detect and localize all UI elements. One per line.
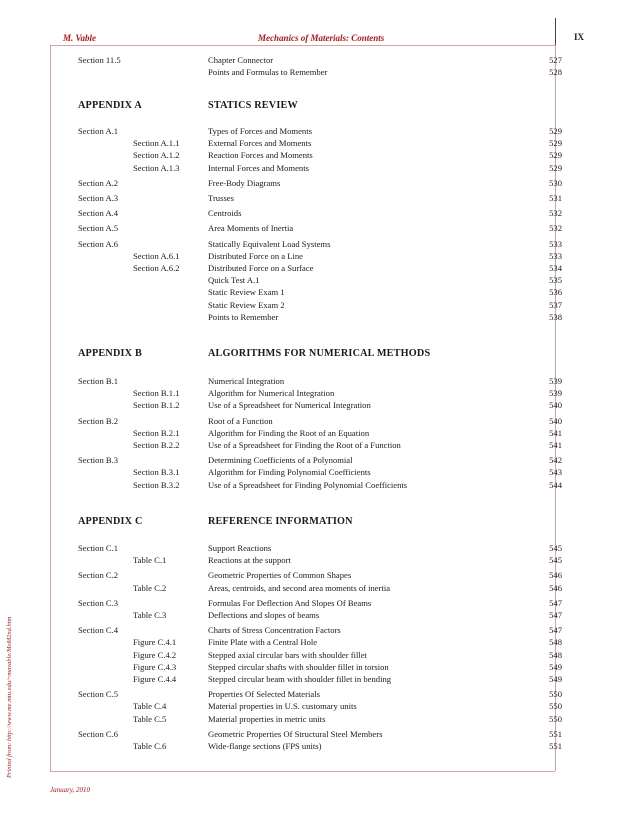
subsection-number: Section A.1.2 [133,150,180,161]
entry-title: Points to Remember [208,311,279,322]
section-number: Section A.3 [78,193,119,203]
entry-page: 529 [549,150,562,161]
section-number: Section A.4 [78,208,119,219]
toc-row [0,163,638,174]
section-number: Section C.5 [78,689,119,700]
entry-title: Centroids [208,208,242,219]
subsection-number: Section A.1.1 [133,138,180,149]
subsection-number: Section B.1.2 [133,400,180,411]
toc-row [0,455,638,466]
entry-title: Points and Formulas to Remember [208,67,328,78]
entry-title: Reaction Forces and Moments [208,150,313,161]
entry-title: Determining Coefficients of a Polynomial [208,455,353,466]
subsection-number: Table C.2 [133,582,167,593]
entry-title: Algorithm for Finding the Root of an Equation [208,427,370,438]
entry-title: Distributed Force on a Surface [208,263,314,273]
appendix-title: ALGORITHMS FOR NUMERICAL METHODS [208,348,431,359]
section-number: Section C.3 [78,597,119,608]
entry-title: Geometric Properties of Common Shapes [208,570,352,581]
entry-page: 528 [549,67,562,78]
entry-page: 539 [549,376,562,386]
entry-page: 541 [549,440,562,450]
toc-row [0,729,638,740]
section-number: Section C.2 [78,570,119,581]
subsection-number: Figure C.4.4 [133,674,177,684]
appendix-title: REFERENCE INFORMATION [208,516,353,527]
subsection-number: Section B.1.1 [133,388,180,399]
entry-title: Trusses [208,193,234,203]
entry-page: 547 [549,625,562,636]
toc-row [0,467,638,478]
section-number: Section A.1 [78,126,119,136]
subsection-number: Figure C.4.3 [133,661,177,672]
entry-title: Geometric Properties Of Structural Steel Members [208,728,383,739]
entry-title: Properties Of Selected Materials [208,689,320,700]
entry-title: Numerical Integration [208,376,285,386]
entry-page: 550 [549,701,562,712]
entry-title: Material properties in U.S. customary units [208,701,357,712]
entry-title: Wide-flange sections (FPS units) [208,741,322,751]
entry-title: Chapter Connector [208,55,274,65]
toc-row [0,287,638,298]
entry-title: Root of a Function [208,415,273,426]
entry-page: 530 [549,177,562,188]
entry-title: Use of a Spreadsheet for Finding Polynomial Coefficients [208,479,408,490]
subsection-number: Table C.3 [133,610,167,620]
toc-row [0,440,638,451]
section-number: Section A.6 [78,238,119,249]
entry-title: Algorithm for Finding Polynomial Coefficients [208,467,371,478]
entry-page: 550 [549,689,562,700]
entry-page: 550 [549,713,562,724]
entry-title: External Forces and Moments [208,138,312,149]
toc-row [0,714,638,725]
entry-title: Area Moments of Inertia [208,223,294,234]
toc-row [0,150,638,161]
appendix-label: APPENDIX C [78,516,143,527]
entry-page: 532 [549,223,562,234]
entry-title: Stepped circular shafts with shoulder fillet in torsion [208,661,389,672]
section-number: Section C.1 [78,543,119,553]
entry-page: 532 [549,208,562,219]
toc-row [0,263,638,274]
subsection-number: Table C.5 [133,713,167,724]
entry-page: 527 [549,55,562,65]
entry-title: Stepped circular beam with shoulder fillet in bending [208,674,392,684]
footer-date: January, 2010 [50,786,91,794]
entry-title: Deflections and slopes of beams [208,610,320,620]
toc-row [0,300,638,311]
toc-row [0,178,638,189]
toc-row [0,674,638,685]
entry-title: Static Review Exam 2 [208,299,285,310]
toc-row [0,583,638,594]
entry-page: 548 [549,649,562,660]
toc-row [0,193,638,204]
page-number: IX [574,32,585,42]
entry-page: 546 [549,582,562,593]
entry-page: 541 [549,427,562,438]
toc-row [0,741,638,752]
subsection-number: Figure C.4.2 [133,649,177,660]
toc-row [0,312,638,323]
toc-row [0,570,638,581]
appendix-label: APPENDIX B [78,348,142,359]
entry-page: 551 [549,741,562,751]
entry-page: 535 [549,275,562,286]
entry-page: 545 [549,543,562,553]
toc-row [0,598,638,609]
entry-page: 531 [549,193,562,203]
entry-page: 529 [549,138,562,149]
section-number: Section C.6 [78,728,119,739]
entry-page: 539 [549,388,562,399]
entry-page: 537 [549,299,562,310]
toc-row [0,376,638,387]
entry-page: 540 [549,415,562,426]
entry-title: Use of a Spreadsheet for Numerical Integration [208,400,371,411]
entry-title: Charts of Stress Concentration Factors [208,625,341,636]
entry-title: Static Review Exam 1 [208,287,285,298]
toc-row [0,223,638,234]
entry-title: Support Reactions [208,543,272,553]
entry-title: Use of a Spreadsheet for Finding the Root of a Function [208,440,401,450]
entry-page: 533 [549,250,562,261]
toc-row [0,275,638,286]
entry-title: Distributed Force on a Line [208,250,303,261]
header-author: M. Vable [63,33,97,43]
entry-title: Stepped axial circular bars with shoulder fillet [208,649,367,660]
entry-page: 547 [549,610,562,620]
subsection-number: Table C.1 [133,555,167,566]
appendix-title: STATICS REVIEW [208,100,298,111]
entry-page: 529 [549,126,562,136]
subsection-number: Section B.3.2 [133,479,180,490]
subsection-number: Section A.6.1 [133,250,180,261]
entry-title: Internal Forces and Moments [208,162,309,173]
toc-row [0,55,638,66]
entry-title: Formulas For Deflection And Slopes Of Beams [208,597,372,608]
entry-title: Algorithm for Numerical Integration [208,388,335,399]
entry-title: Quick Test A.1 [208,275,260,286]
toc-row [0,701,638,712]
entry-page: 547 [549,597,562,608]
entry-page: 548 [549,637,562,648]
entry-title: Material properties in metric units [208,713,326,724]
subsection-number: Table C.4 [133,701,167,712]
toc-row [0,637,638,648]
entry-page: 534 [549,263,562,273]
section-number: Section B.3 [78,455,119,466]
toc-row [0,428,638,439]
entry-title: Types of Forces and Moments [208,126,312,136]
toc-row [0,67,638,78]
section-number: Section B.1 [78,376,119,386]
entry-title: Free-Body Diagrams [208,177,281,188]
entry-page: 544 [549,479,562,490]
toc-row [0,126,638,137]
entry-title: Areas, centroids, and second area moments of inertia [208,582,391,593]
subsection-number: Section B.2.2 [133,440,180,450]
toc-row [0,689,638,700]
appendix-label: APPENDIX A [78,100,142,111]
entry-page: 533 [549,238,562,249]
subsection-number: Figure C.4.1 [133,637,177,648]
toc-row [0,388,638,399]
toc-row [0,543,638,554]
section-number: Section A.2 [78,177,119,188]
subsection-number: Table C.6 [133,741,167,751]
entry-page: 536 [549,287,562,298]
subsection-number: Section A.1.3 [133,162,180,173]
entry-title: Finite Plate with a Central Hole [208,637,318,648]
entry-page: 551 [549,728,562,739]
entry-page: 542 [549,455,562,466]
toc-row [0,662,638,673]
printed-from-note: Printed from: http://www.me.mtu.edu/~mavable/MoM2nd.htm [6,616,13,778]
toc-row [0,416,638,427]
entry-page: 549 [549,674,562,684]
toc-row [0,138,638,149]
subsection-number: Section A.6.2 [133,263,180,273]
entry-page: 549 [549,661,562,672]
header-title: Mechanics of Materials: Contents [258,33,385,43]
section-number: Section 11.5 [78,55,121,65]
section-number: Section C.4 [78,625,119,636]
entry-page: 545 [549,555,562,566]
toc-row [0,625,638,636]
entry-page: 529 [549,162,562,173]
entry-page: 543 [549,467,562,478]
section-number: Section A.5 [78,223,119,234]
toc-row [0,239,638,250]
toc-row [0,208,638,219]
entry-page: 540 [549,400,562,411]
toc-row [0,251,638,262]
subsection-number: Section B.2.1 [133,427,180,438]
section-number: Section B.2 [78,415,119,426]
toc-row [0,480,638,491]
toc-row [0,555,638,566]
entry-page: 546 [549,570,562,581]
toc-row [0,400,638,411]
entry-title: Reactions at the support [208,555,291,566]
subsection-number: Section B.3.1 [133,467,180,478]
toc-row [0,650,638,661]
toc-row [0,610,638,621]
entry-page: 538 [549,311,562,322]
entry-title: Statically Equivalent Load Systems [208,238,331,249]
